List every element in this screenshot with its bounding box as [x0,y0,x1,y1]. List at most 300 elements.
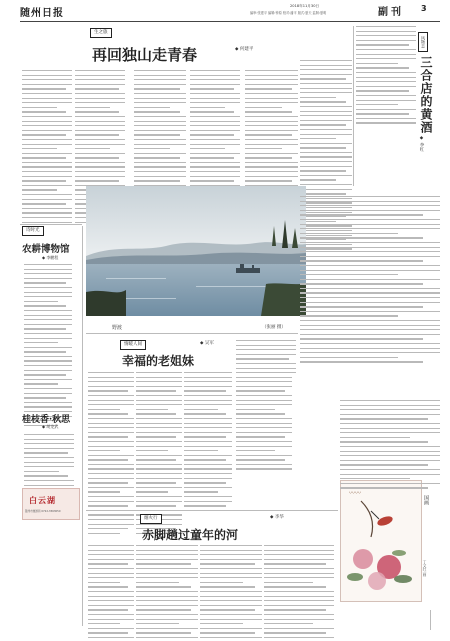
text-line [300,65,352,66]
text-line [136,418,182,419]
text-line [136,473,182,474]
text-line [340,423,440,424]
text-line [75,148,110,149]
text-line [22,203,66,204]
svg-text:〰〰: 〰〰 [349,490,362,497]
section-name: 副刊 [378,7,404,18]
text-line [88,614,134,615]
masthead-rule [20,21,440,22]
text-line [88,464,134,465]
text-line [24,452,68,453]
text-line [356,63,398,64]
text-line [264,586,326,587]
text-line [75,125,125,126]
text-line [134,121,186,122]
text-line [184,501,232,502]
text-line [88,381,134,382]
text-line [184,468,232,469]
text-line [200,628,262,629]
text-line [24,374,66,375]
text-line [190,134,234,135]
text-line [300,60,352,61]
text-line [24,333,72,334]
text-line [200,573,262,574]
text-line [264,623,313,624]
text-line [200,623,243,624]
text-line [264,596,334,597]
poem-section-tag: 诗时光 [22,226,44,236]
ad-line: 随州市旅游局 0722-3563050 [25,510,61,513]
text-line [88,487,134,488]
text-line [88,559,134,560]
text-line [300,214,423,215]
text-line [190,153,240,154]
photo-yedu [86,186,306,316]
text-line [340,464,428,465]
text-line [75,171,125,172]
text-line [300,237,423,238]
text-line [24,406,72,407]
newspaper-logo: 随州日报 [20,8,64,19]
article-body-sanhe-lower [300,320,440,366]
text-line [300,78,346,79]
text-line [88,377,134,378]
text-line [88,432,134,433]
text-line [88,600,134,601]
text-line [356,26,416,27]
text-line [190,70,240,71]
text-line [264,550,334,551]
text-line [190,144,240,145]
text-line [24,315,72,316]
text-line [75,111,119,112]
text-line [134,144,186,145]
text-line [236,368,296,369]
text-line [236,464,292,465]
text-line [136,427,182,428]
text-line [88,436,128,437]
text-line [24,393,72,394]
text-line [264,637,334,638]
text-line [88,409,120,410]
text-line [264,605,334,606]
text-line [184,381,232,382]
text-line [356,90,409,91]
text-line [236,423,292,424]
text-line [300,115,352,116]
text-line [356,67,409,68]
text-line [134,116,186,117]
text-line [200,619,262,620]
text-line [264,545,334,546]
text-line [136,446,182,447]
text-line [236,340,296,341]
text-line [24,264,72,265]
text-line [24,388,72,389]
text-line [24,434,74,435]
text-line [75,93,125,94]
article-byline-sanhedian: ◆ 李红 [419,136,424,152]
text-line [22,121,72,122]
text-line [190,180,234,181]
text-line [184,459,226,460]
text-line [134,134,180,135]
text-line [88,441,134,442]
text-line [88,423,134,424]
text-line [22,116,72,117]
text-line [22,84,72,85]
text-line [75,180,119,181]
text-line [134,162,186,163]
text-line [300,247,440,248]
article-body-center [236,340,296,377]
text-line [264,628,334,629]
text-line [236,409,275,410]
text-line [22,148,57,149]
text-line [184,409,218,410]
text-line [88,554,134,555]
text-line [184,395,232,396]
text-line [200,586,255,587]
text-line [134,166,186,167]
text-line [24,370,72,371]
text-line [22,157,66,158]
text-line [88,623,120,624]
text-line [356,113,409,114]
text-line [22,153,72,154]
text-line [184,372,232,373]
article-title-heshui: 赤脚趟过童年的河 [142,528,239,542]
text-line [184,404,232,405]
text-line [190,176,240,177]
text-line [24,439,74,440]
text-line [88,372,134,373]
text-line [356,104,398,105]
text-line [300,196,440,197]
text-line [136,586,191,587]
text-line [88,550,134,551]
article-title-sanhedian: 三合店的黄酒 [419,56,433,134]
text-line [134,84,186,85]
text-line [24,462,74,463]
text-line [136,577,198,578]
text-line [184,427,232,428]
text-line [300,120,352,121]
text-line [136,441,182,442]
text-line [300,306,423,307]
poem-byline-nongeng: ◆ 李鹏程 [42,255,59,260]
article-tag-heshui: 烟火行 [140,514,162,524]
text-line [184,432,232,433]
text-line [184,400,232,401]
text-line [300,352,440,353]
text-line [356,58,416,59]
text-line [136,505,176,506]
text-line [88,427,134,428]
article-body-right-lower [340,400,440,492]
text-line [24,342,58,343]
text-line [75,134,119,135]
text-line [245,157,292,158]
text-line [24,310,72,311]
page-number: 3 [421,4,427,13]
text-line [24,471,59,472]
photo-caption: 野渡 [112,325,123,331]
text-line [340,455,440,456]
text-line [24,402,72,403]
article-body-heshui-col4 [264,545,334,641]
text-line [300,201,440,202]
text-line [300,101,346,102]
text-line [236,436,285,437]
text-line [136,605,198,606]
text-line [300,147,346,148]
text-line [184,386,232,387]
text-line [88,582,120,583]
text-line [136,554,198,555]
poem-text-nongeng [24,264,72,429]
text-line [24,360,72,361]
text-line [24,278,72,279]
text-line [300,143,352,144]
text-line [340,478,410,479]
text-line [24,273,72,274]
photo-credit: （张丽 摄） [262,325,286,330]
text-line [134,130,186,131]
text-line [136,423,182,424]
text-line [24,457,74,458]
text-line [134,125,186,126]
text-line [245,79,298,80]
text-line [200,596,262,597]
text-line [24,351,66,352]
text-line [245,116,298,117]
text-line [136,568,198,569]
text-line [300,292,440,293]
text-line [236,377,292,378]
text-line [22,171,72,172]
text-line [134,139,186,140]
text-line [88,577,134,578]
text-line [190,75,240,76]
text-line [75,79,125,80]
article-body-heshui-col2 [136,545,198,641]
text-line [245,111,292,112]
text-line [136,400,182,401]
text-line [236,413,285,414]
text-line [300,189,352,190]
text-line [136,395,182,396]
text-line [300,170,346,171]
text-line [184,450,218,451]
text-line [88,496,134,497]
edge-note [430,610,443,630]
text-line [300,124,346,125]
text-line [134,75,186,76]
text-line [22,98,72,99]
text-line [300,88,352,89]
text-line [236,404,292,405]
text-line [245,148,282,149]
text-line [22,208,72,209]
text-line [88,505,128,506]
text-line [340,432,440,433]
text-line [236,349,296,350]
text-line [75,139,125,140]
text-line [88,563,128,564]
text-line [24,305,66,306]
text-line [190,166,240,167]
text-line [136,623,179,624]
text-line [88,459,128,460]
text-line [134,180,180,181]
text-line [200,554,262,555]
text-line [200,582,243,583]
text-line [136,596,198,597]
text-line [88,637,134,638]
text-line [75,121,125,122]
text-line [300,288,440,289]
text-line [88,482,128,483]
text-line [136,468,182,469]
text-line [24,282,66,283]
text-line [200,591,262,592]
text-line [24,287,72,288]
text-line [236,455,292,456]
text-line [184,464,232,465]
article-byline-jiemei: ◆ 吴军 [200,341,214,346]
text-line [22,144,72,145]
text-line [300,325,440,326]
text-line [75,153,125,154]
text-line [245,75,298,76]
painting-tag: 国画 [423,495,429,505]
text-line [340,437,410,438]
text-line [200,614,262,615]
text-line [24,338,72,339]
text-line [75,116,125,117]
text-line [340,418,428,419]
text-line [184,418,232,419]
text-line [136,491,168,492]
ad-brand: 白云湖 [29,495,56,505]
text-line [300,256,440,257]
text-line [356,77,416,78]
text-line [356,40,416,41]
text-line [300,106,352,107]
text-line [24,480,74,481]
text-line [136,545,198,546]
text-line [200,600,262,601]
text-line [136,409,168,410]
text-line [190,139,240,140]
text-line [300,224,440,225]
text-line [264,554,334,555]
text-line [356,95,416,96]
text-line [88,519,134,520]
article-body-sanhe-main [300,196,440,325]
text-line [75,70,125,71]
text-line [24,269,72,270]
text-line [264,614,334,615]
text-line [300,138,336,139]
text-line [22,70,72,71]
poem-byline-guizhi: ◆ 胡龙武 [42,424,59,429]
text-line [136,496,182,497]
text-line [264,632,326,633]
text-line [190,171,240,172]
text-line [88,468,134,469]
text-line [88,478,134,479]
text-line [22,180,66,181]
ad-banner [22,488,80,520]
text-line [184,478,232,479]
text-line [190,130,240,131]
text-line [300,134,352,135]
text-line [236,372,296,373]
text-line [134,176,186,177]
text-line [300,184,352,185]
article-body-heshui-col3 [200,545,262,641]
text-line [300,338,423,339]
article-byline-heshui: ◆ 李华 [270,515,284,520]
text-line [134,148,170,149]
text-line [136,377,182,378]
text-line [134,88,180,89]
text-line [22,194,72,195]
text-line [236,354,296,355]
text-line [200,563,255,564]
text-line [136,628,198,629]
sidebar [20,224,80,624]
text-line [300,279,440,280]
text-line [190,79,240,80]
text-line [190,84,240,85]
text-line [236,468,292,469]
article-body-jiemei-col3 [184,372,232,510]
text-line [200,605,262,606]
poem-title-guizhi: 桂枝香·秋思 [22,415,71,425]
text-line [356,86,416,87]
text-line [300,265,440,266]
text-line [136,637,198,638]
text-line [190,116,240,117]
text-line [245,125,298,126]
text-line [75,166,125,167]
painting-box [340,480,422,602]
text-line [24,324,72,325]
text-line [136,619,198,620]
text-line [236,386,292,387]
text-line [356,49,416,50]
text-line [300,97,336,98]
text-line [22,75,72,76]
text-line [24,319,72,320]
masthead [0,0,450,20]
text-line [134,70,186,71]
text-line [24,301,58,302]
text-line [356,109,416,110]
text-line [88,413,128,414]
text-line [236,441,292,442]
text-line [22,130,72,131]
text-line [190,148,225,149]
text-line [88,568,134,569]
text-line [245,121,298,122]
text-line [340,414,440,415]
text-line [300,175,352,176]
text-line [24,466,74,467]
